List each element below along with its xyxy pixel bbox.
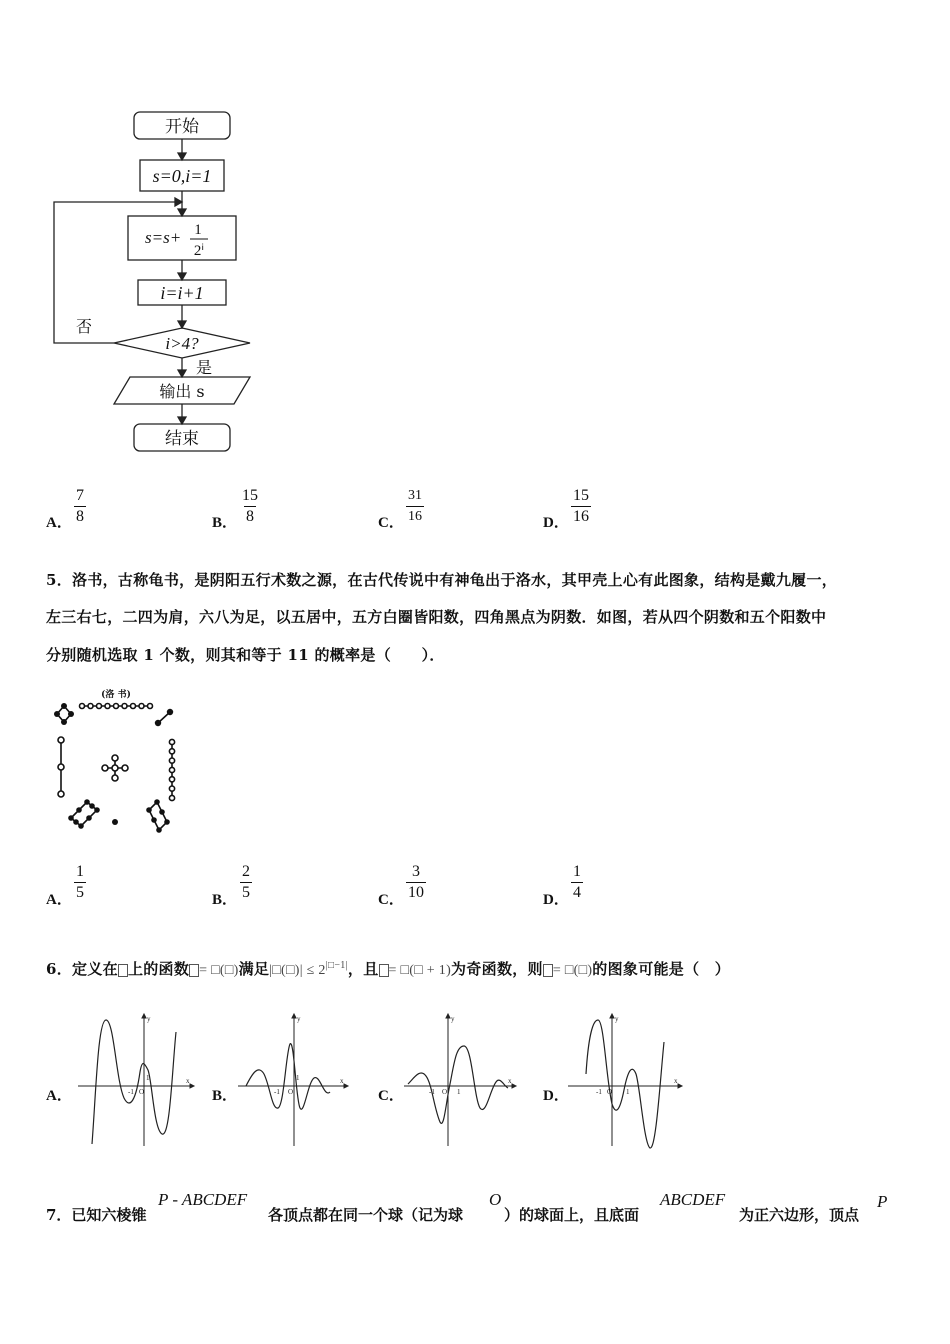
q6-text-2: 上的函数 xyxy=(127,960,190,978)
q6-a-tick-1: 1 xyxy=(146,1074,150,1082)
q4-option-d-fraction: $\frac{15}{16}$ xyxy=(573,487,589,525)
q6-text-5: 为奇函数，则 xyxy=(451,960,543,978)
q7-math-apex: P xyxy=(877,1192,888,1211)
missing-glyph-icon xyxy=(118,964,128,977)
q6-d-tick-neg1: -1 xyxy=(596,1088,602,1096)
q6-b-tick-neg1: -1 xyxy=(274,1088,280,1096)
q6-option-a-letter[interactable]: A． xyxy=(46,1088,72,1104)
q4-option-a-letter[interactable]: A． xyxy=(46,515,72,531)
q6-a-axis-y: y xyxy=(147,1015,151,1023)
q5-option-c-fraction: $\frac{3}{10}$ xyxy=(408,863,424,901)
q6-graph-c[interactable] xyxy=(404,1012,520,1150)
q7-text-3: ）的球面上，且底面 xyxy=(504,1206,640,1224)
flowchart xyxy=(0,0,300,470)
q6-a-axis-x: x xyxy=(186,1077,190,1085)
q7-math-sphere: O xyxy=(489,1190,502,1209)
q6-b-axis-x: x xyxy=(340,1077,344,1085)
luoshu-caption: (洛 书) xyxy=(101,690,131,700)
flow-update-prefix: s=s+ xyxy=(145,228,182,247)
q5-option-a-fraction: $\frac{1}{5}$ xyxy=(76,863,84,901)
q6-option-c-letter[interactable]: C． xyxy=(378,1088,404,1104)
q6-graph-b[interactable] xyxy=(238,1012,350,1150)
missing-glyph-icon xyxy=(189,964,199,977)
q6-math-2-exponent: |□−1| xyxy=(325,960,348,971)
q6-b-tick-o: O xyxy=(288,1088,294,1096)
q5-line-3: 分别随机选取 1 个数，则其和等于 11 的概率是（ ）． xyxy=(46,646,445,664)
flow-no-label: 否 xyxy=(76,317,93,336)
q6-c-tick-1: 1 xyxy=(457,1088,461,1096)
q6-graph-d[interactable] xyxy=(568,1012,686,1150)
q6-text-1: 6．定义在 xyxy=(46,960,118,978)
q6-c-axis-y: y xyxy=(451,1015,455,1023)
q6-c-tick-neg1: -1 xyxy=(429,1088,435,1096)
q7-text-4: 为正六边形，顶点 xyxy=(739,1206,860,1224)
q5-option-b-fraction: $\frac{2}{5}$ xyxy=(242,863,250,901)
flow-output-label: 输出 s xyxy=(159,382,205,401)
q6-math-2: |□(□)| ≤ 2 xyxy=(269,963,326,978)
q4-option-c-letter[interactable]: C． xyxy=(378,515,404,531)
flow-end-label: 结束 xyxy=(165,429,199,449)
q6-c-tick-o: O xyxy=(442,1088,448,1096)
flow-init-label: s=0,i=1 xyxy=(152,166,212,186)
q5-line-1: 5．洛书，古称龟书，是阴阳五行术数之源，在古代传说中有神龟出于洛水，其甲壳上心有此图象，结构是戴九履一， xyxy=(46,571,838,589)
q4-option-a-fraction: $\frac{7}{8}$ xyxy=(76,487,84,525)
q4-option-d-letter[interactable]: D． xyxy=(543,515,569,531)
q6-text-4: ，且 xyxy=(347,960,379,978)
q6-text-3: 满足 xyxy=(238,960,270,978)
flow-update-num: 1 xyxy=(194,222,202,238)
q4-option-c-fraction: $\frac{31}{16}$ xyxy=(406,486,424,527)
q6-b-tick-1: 1 xyxy=(296,1074,300,1082)
q6-d-axis-y: y xyxy=(615,1015,619,1023)
q6-graph-a[interactable] xyxy=(78,1012,196,1150)
flow-increment-label: i=i+1 xyxy=(160,283,204,303)
q6-a-tick-o: O xyxy=(139,1088,145,1096)
q6-math-1: = □(□) xyxy=(199,963,239,978)
q4-option-b-letter[interactable]: B． xyxy=(212,515,238,531)
q6-d-tick-o: O xyxy=(607,1088,613,1096)
q5-option-c-letter[interactable]: C． xyxy=(378,892,404,908)
q6-math-4: = □(□) xyxy=(552,963,593,978)
q4-option-b-fraction: $\frac{15}{8}$ xyxy=(242,487,258,525)
q6-math-3: = □(□ + 1) xyxy=(388,963,452,978)
q6-c-axis-x: x xyxy=(508,1077,512,1085)
q6-text-6: 的图象可能是（ ） xyxy=(592,960,730,978)
q5-option-b-letter[interactable]: B． xyxy=(212,892,238,908)
q6-d-tick-1: 1 xyxy=(626,1088,630,1096)
q6-option-b-letter[interactable]: B． xyxy=(212,1088,238,1104)
q6-stem xyxy=(46,958,730,979)
luoshu-figure xyxy=(44,682,194,842)
missing-glyph-icon xyxy=(379,964,389,977)
flow-start-label: 开始 xyxy=(165,117,199,137)
q6-b-axis-y: y xyxy=(297,1015,301,1023)
q7-text-2: 各顶点都在同一个球（记为球 xyxy=(268,1206,464,1224)
q7-math-base: ABCDEF xyxy=(660,1190,726,1209)
q6-option-d-letter[interactable]: D． xyxy=(543,1088,569,1104)
q5-option-a-letter[interactable]: A． xyxy=(46,892,72,908)
q6-a-tick-neg1: -1 xyxy=(128,1088,134,1096)
q7-text-1: 7．已知六棱锥 xyxy=(46,1206,147,1224)
flow-decision-label: i>4? xyxy=(165,334,199,353)
missing-glyph-icon xyxy=(543,964,553,977)
flow-yes-label: 是 xyxy=(196,358,213,377)
q5-line-2: 左三右七，二四为肩，六八为足，以五居中，五方白圈皆阳数，四角黑点为阴数．如图，若从四个阴数和五个阳数中 xyxy=(46,608,827,626)
q5-option-d-letter[interactable]: D． xyxy=(543,892,569,908)
q7-math-pyramid: P - ABCDEF xyxy=(158,1190,248,1209)
q5-option-d-fraction: $\frac{1}{4}$ xyxy=(573,863,581,901)
q6-d-axis-x: x xyxy=(674,1077,678,1085)
flow-update-den: 2ⁱ xyxy=(193,243,205,259)
